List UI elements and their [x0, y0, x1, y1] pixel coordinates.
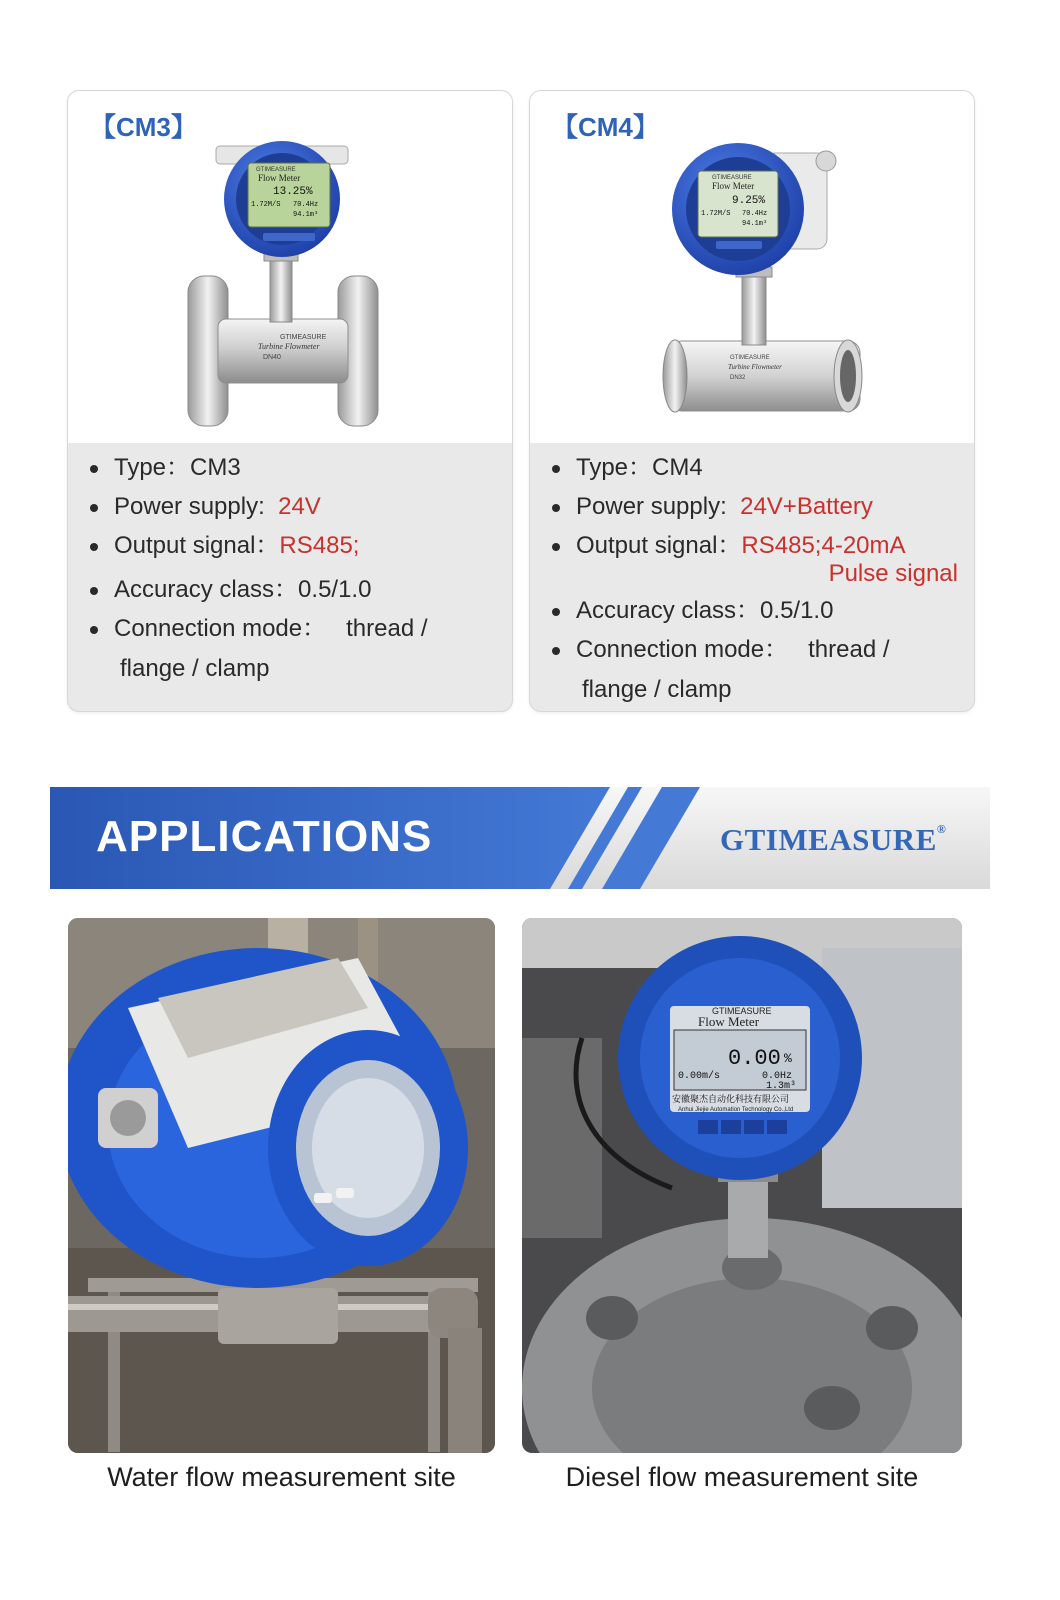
- spec-type: Type：CM4: [552, 453, 958, 483]
- spec-power: Power supply: 24V: [90, 492, 496, 522]
- lcd-freq-value: 70.4Hz: [293, 201, 319, 209]
- lcd-main-value: 0.00: [728, 1046, 781, 1071]
- spec-list: [552, 453, 958, 712]
- spec-output: Output signal：RS485;4-20mA Pulse signal: [552, 531, 958, 587]
- diesel-flow-site-photo: [522, 918, 962, 1453]
- lcd-brand-text: GTIMEASURE: [712, 175, 752, 181]
- cm3-flowmeter-image: [68, 91, 512, 443]
- lcd-brand-text: GTIMEASURE: [256, 167, 296, 173]
- lcd-company-en-text: Anhui Jiejie Automation Technology Co.,Ltd: [678, 1107, 794, 1113]
- product-tag: 【CM3】: [90, 112, 197, 142]
- product-card-cm3: [67, 90, 513, 712]
- lcd-title-text: Flow Meter: [712, 181, 755, 191]
- spec-list: [90, 453, 496, 693]
- lcd-main-value: 9.25%: [732, 195, 766, 207]
- caption-diesel: Diesel flow measurement site: [565, 1462, 919, 1492]
- lcd-rate-value: 1.72M/S: [701, 210, 731, 218]
- lcd-freq-value: 70.4Hz: [742, 210, 768, 218]
- brand-logo: GTIMEASURE®: [720, 822, 947, 857]
- lcd-brand-text: GTIMEASURE: [712, 1006, 772, 1016]
- spec-connection: Connection mode： thread / flange / clamp: [552, 635, 958, 705]
- water-flow-site-photo: [68, 918, 495, 1453]
- product-tag: 【CM4】: [552, 112, 659, 142]
- body-brand-text: GTIMEASURE: [280, 334, 327, 341]
- lcd-total-value: 94.1m³: [293, 211, 319, 219]
- body-label-text: Turbine Flowmeter: [728, 363, 782, 371]
- lcd-main-value: 13.25%: [273, 186, 313, 198]
- lcd-unit: %: [784, 1051, 792, 1066]
- body-dn-text: DN32: [730, 375, 746, 381]
- body-brand-text: GTIMEASURE: [730, 355, 770, 361]
- lcd-total-value: 94.1m³: [742, 220, 768, 228]
- spec-accuracy: Accuracy class：0.5/1.0: [90, 575, 496, 605]
- lcd-title-text: Flow Meter: [258, 173, 301, 183]
- banner-title: APPLICATIONS: [96, 812, 433, 861]
- spec-accuracy: Accuracy class：0.5/1.0: [552, 596, 958, 626]
- spec-output: Output signal：RS485;: [90, 531, 496, 561]
- caption-water: Water flow measurement site: [107, 1462, 456, 1492]
- spec-type: Type：CM3: [90, 453, 496, 483]
- spec-power: Power supply: 24V+Battery: [552, 492, 958, 522]
- lcd-company-text: 安徽聚杰自动化科技有限公司: [672, 1095, 790, 1105]
- body-dn-text: DN40: [263, 354, 281, 361]
- lcd-rate-value: 1.72M/S: [251, 201, 281, 209]
- lcd-total-value: 1.3m³: [766, 1081, 797, 1092]
- cm4-flowmeter-image: [530, 91, 974, 443]
- lcd-title-text: Flow Meter: [698, 1014, 760, 1029]
- spec-connection: Connection mode： thread / flange / clamp: [90, 614, 496, 684]
- lcd-freq-value: 0.0Hz: [762, 1071, 793, 1082]
- lcd-rate-value: 0.00m/s: [678, 1071, 721, 1082]
- product-card-cm4: [529, 90, 975, 712]
- body-label-text: Turbine Flowmeter: [258, 342, 320, 351]
